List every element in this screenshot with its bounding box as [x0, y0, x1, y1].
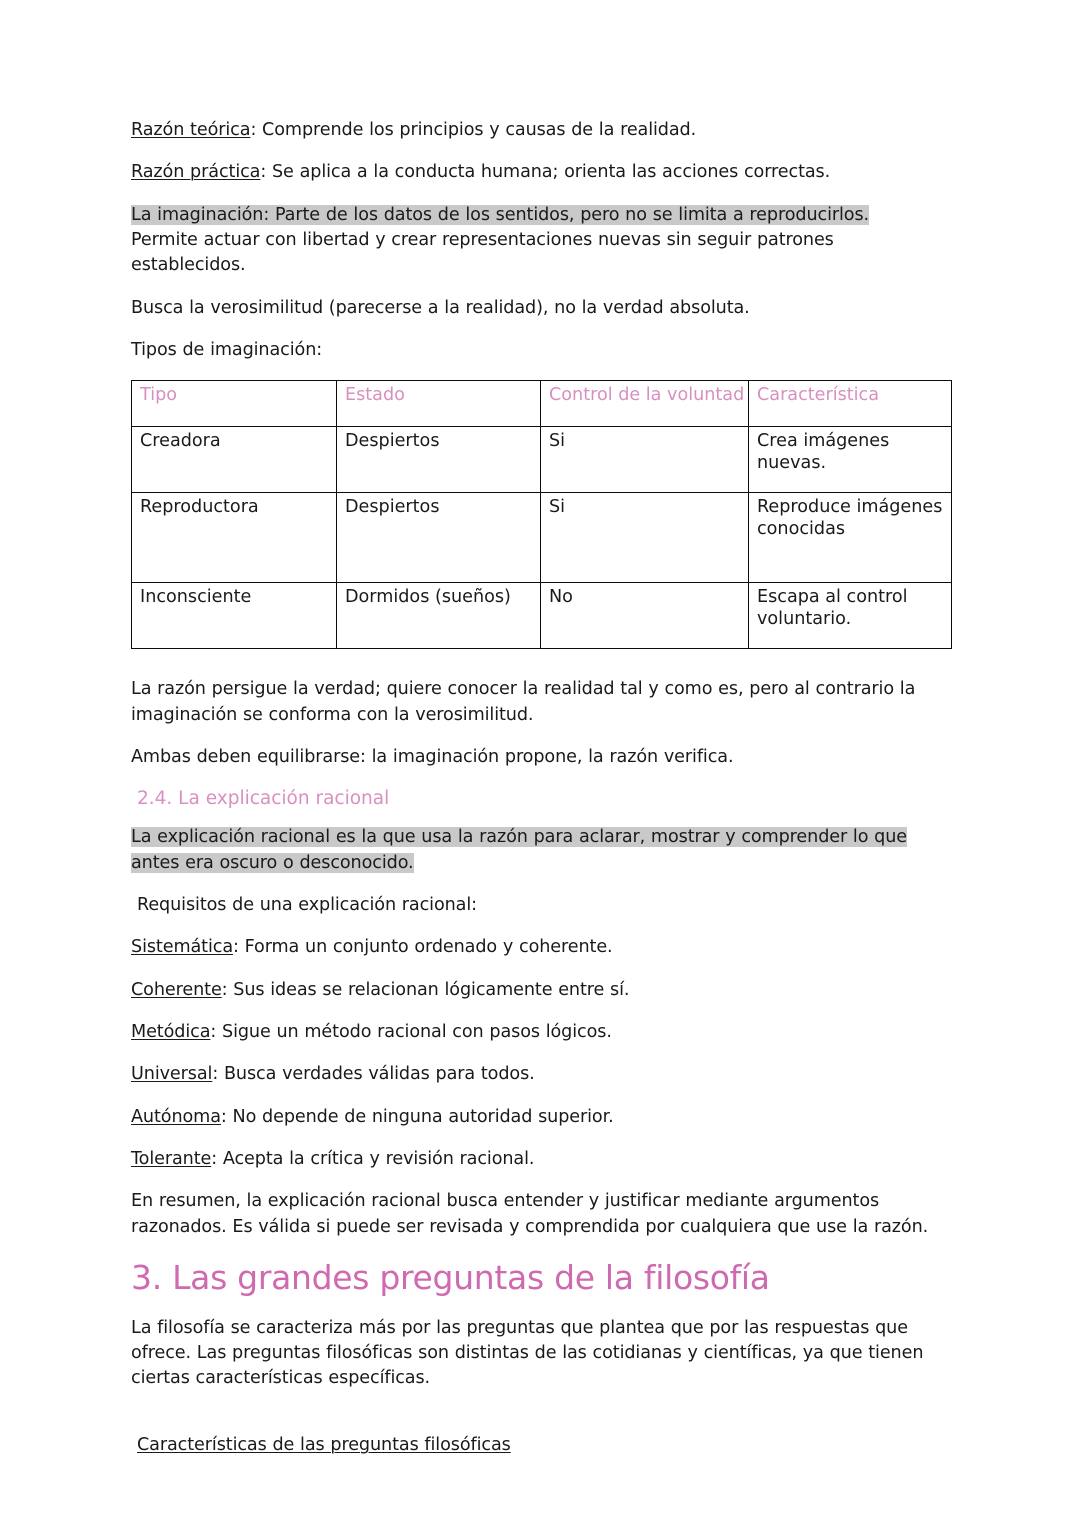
- cell-estado: Despiertos: [337, 427, 541, 493]
- cell-caracteristica: Crea imágenes nuevas.: [749, 427, 952, 493]
- cell-tipo: Creadora: [132, 427, 337, 493]
- text-imaginacion-rest: Permite actuar con libertad y crear representaciones nuevas sin seguir patrones establecidos.: [131, 229, 834, 276]
- term-razon-teorica: Razón teórica: [131, 120, 251, 140]
- cell-control: No: [541, 583, 749, 649]
- text-razon-practica-rest: : Se aplica a la conducta humana; orienta las acciones correctas.: [260, 162, 831, 183]
- highlighted-text-imaginacion: La imaginación: Parte de los datos de los sentidos, pero no se limita a reproducirlos.: [131, 204, 869, 225]
- requisito-term: Sistemática: [131, 937, 234, 958]
- cell-caracteristica: Escapa al control voluntario.: [749, 583, 952, 649]
- cell-control: Si: [541, 427, 749, 493]
- requisito-definition: : Sigue un método racional con pasos lógicos.: [210, 1021, 612, 1042]
- paragraph-razon-teorica: [131, 118, 935, 143]
- requisito-term: Coherente: [131, 979, 222, 1000]
- table-header-control-voluntad: Control de la voluntad: [541, 381, 749, 427]
- requisito-sistematica: [131, 935, 935, 960]
- requisito-term: Universal: [131, 1064, 213, 1085]
- paragraph-razon-persigue: La razón persigue la verdad; quiere conocer la realidad tal y como es, pero al contrario la imaginación se conforma con la verosimilitud.: [131, 679, 916, 725]
- term-razon-practica: Razón práctica: [131, 162, 261, 183]
- heading-caracteristicas-preguntas: [131, 1433, 935, 1458]
- cell-tipo: Inconsciente: [132, 583, 337, 649]
- spacer: [131, 1409, 935, 1433]
- table-row: [132, 583, 952, 649]
- requisito-definition: : Busca verdades válidas para todos.: [212, 1064, 535, 1085]
- requisito-definition: : Acepta la crítica y revisión racional.: [211, 1148, 535, 1169]
- requisito-metodica: [131, 1020, 935, 1045]
- requisito-term: Autónoma: [131, 1106, 221, 1127]
- paragraph-requisitos-intro: Requisitos de una explicación racional:: [137, 894, 477, 915]
- requisito-tolerante: [131, 1147, 935, 1172]
- table-header-row: [132, 381, 952, 427]
- paragraph-tipos-intro: Tipos de imaginación:: [131, 339, 323, 360]
- requisito-autonoma: [131, 1105, 935, 1130]
- paragraph-ambas-equilibrarse: Ambas deben equilibrarse: la imaginación propone, la razón verifica.: [131, 746, 734, 767]
- heading-3-grandes-preguntas: 3. Las grandes preguntas de la filosofía: [131, 1257, 770, 1297]
- requisito-definition: : Forma un conjunto ordenado y coherente.: [233, 937, 613, 958]
- heading-caracteristicas-text: Características de las preguntas filosóficas: [137, 1434, 511, 1455]
- table-tipos-de-imaginacion: [131, 380, 952, 649]
- paragraph-razon-practica: [131, 160, 935, 185]
- cell-caracteristica: Reproduce imágenes conocidas: [749, 493, 952, 583]
- cell-control: Si: [541, 493, 749, 583]
- paragraph-filosofia-preguntas: La filosofía se caracteriza más por las preguntas que plantea que por las respuestas que ofrece. Las preguntas filosóficas son distintas de las cotidianas y científicas, ya que tienen ciertas características específicas.: [131, 1317, 924, 1389]
- requisito-term: Tolerante: [131, 1148, 212, 1169]
- requisito-universal: [131, 1062, 935, 1087]
- requisito-definition: : No depende de ninguna autoridad superior.: [220, 1106, 614, 1127]
- table-header-caracteristica: Característica: [749, 381, 952, 427]
- cell-estado: Dormidos (sueños): [337, 583, 541, 649]
- paragraph-resumen: En resumen, la explicación racional busca entender y justificar mediante argumentos razonados. Es válida si puede ser revisada y comprendida por cualquiera que use la razón.: [131, 1191, 929, 1237]
- cell-estado: Despiertos: [337, 493, 541, 583]
- highlighted-text-explicacion-racional: La explicación racional es la que usa la razón para aclarar, mostrar y comprender lo que antes era oscuro o desconocido.: [131, 827, 908, 873]
- paragraph-verosimilitud: Busca la verosimilitud (parecerse a la realidad), no la verdad absoluta.: [131, 297, 750, 318]
- requisito-coherente: [131, 978, 935, 1003]
- heading-2-4-explicacion-racional: 2.4. La explicación racional: [137, 788, 390, 810]
- text-razon-teorica-rest: : Comprende los principios y causas de la realidad.: [250, 120, 697, 140]
- table-row: [132, 427, 952, 493]
- cell-tipo: Reproductora: [132, 493, 337, 583]
- requisito-definition: : Sus ideas se relacionan lógicamente entre sí.: [221, 979, 630, 1000]
- paragraph-imaginacion: [131, 203, 935, 279]
- table-header-tipo: Tipo: [132, 381, 337, 427]
- requisito-term: Metódica: [131, 1021, 211, 1042]
- table-row: [132, 493, 952, 583]
- paragraph-explicacion-racional-definicion: [131, 825, 935, 876]
- table-header-estado: Estado: [337, 381, 541, 427]
